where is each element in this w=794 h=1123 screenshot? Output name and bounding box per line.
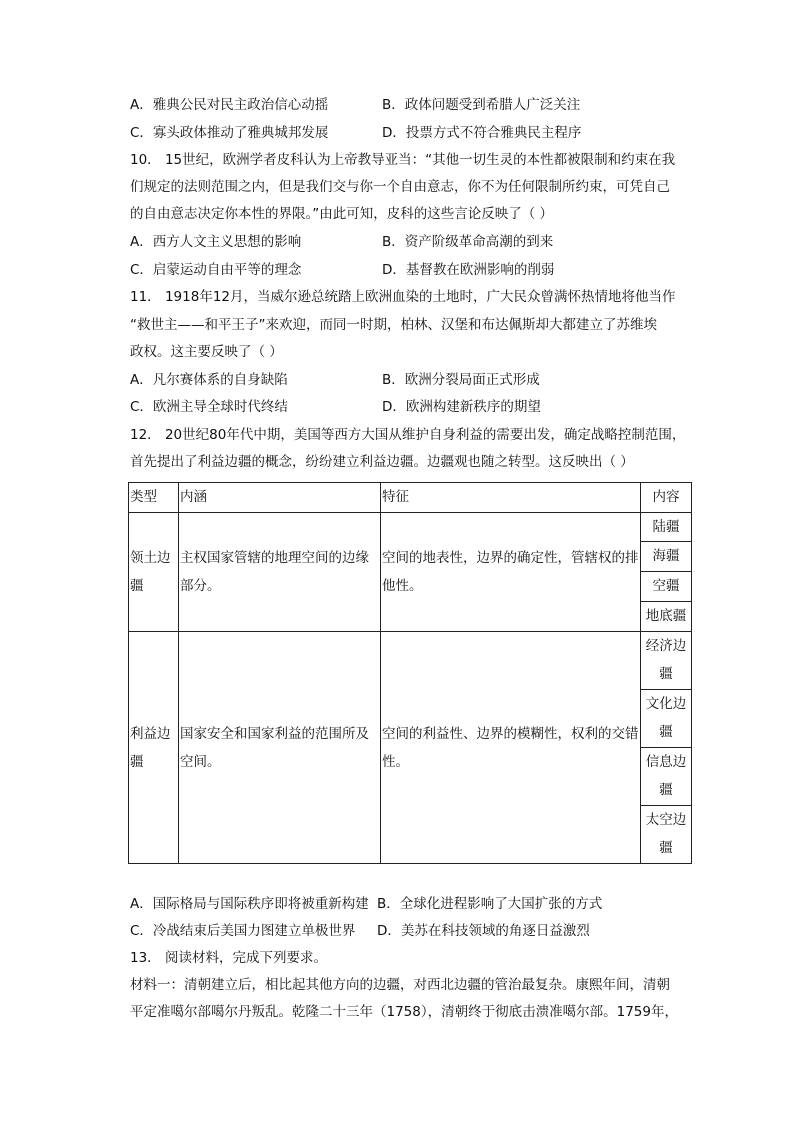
q12-stem-line-1: 12． 20世纪80年代中期，美国等西方大国从维护自身利益的需要出发，确定战略控制范围， — [130, 427, 686, 443]
cell-content-sea: 海疆 — [641, 542, 692, 572]
q11-stem-line-3: 政权。这主要反映了（ ） — [130, 344, 283, 360]
cell-content-underground: 地底疆 — [641, 602, 692, 632]
q10-option-a: A．西方人文主义思想的影响 — [130, 234, 302, 250]
q10-option-c: C．启蒙运动自由平等的理念 — [130, 262, 302, 278]
q9-option-a: A．雅典公民对民主政治信心动摇 — [130, 97, 329, 113]
q12-option-d: D．美苏在科技领域的角逐日益激烈 — [377, 923, 590, 939]
table-row — [129, 513, 692, 542]
cell-feature-interest: 空间的利益性、边界的模糊性，权利的交错性。 — [381, 632, 641, 864]
cell-content-economic: 经济边疆 — [641, 632, 692, 690]
cell-feature-territorial: 空间的地表性，边界的确定性，管辖权的排他性。 — [381, 513, 641, 632]
q11-option-b: B．欧洲分裂局面正式形成 — [382, 372, 540, 388]
q12-option-a: A．国际格局与国际秩序即将被重新构建 — [130, 896, 369, 912]
header-feature: 特征 — [381, 483, 641, 513]
cell-content-information: 信息边疆 — [641, 748, 692, 806]
q9-option-d: D．投票方式不符合雅典民主程序 — [382, 125, 582, 141]
q11-stem-line-2: “救世主——和平王子”来欢迎，而同一时期，柏林、汉堡和布达佩斯却大都建立了苏维埃 — [130, 317, 657, 333]
table-header-row — [129, 483, 692, 513]
cell-type-territorial: 领土边疆 — [129, 513, 179, 632]
header-meaning: 内涵 — [179, 483, 381, 513]
cell-content-space: 太空边疆 — [641, 806, 692, 864]
frontier-table — [128, 482, 692, 864]
cell-type-interest: 利益边疆 — [129, 632, 179, 864]
header-type: 类型 — [129, 483, 179, 513]
q13-material-line-2: 平定准噶尔部噶尔丹叛乱。乾隆二十三年（1758），清朝终于彻底击溃准噶尔部。1759年， — [130, 1004, 678, 1020]
cell-meaning-territorial: 主权国家管辖的地理空间的边缘部分。 — [179, 513, 381, 632]
q12-option-c: C．冷战结束后美国力图建立单极世界 — [130, 923, 356, 939]
q11-option-a: A．凡尔赛体系的自身缺陷 — [130, 372, 288, 388]
q11-stem-line-1: 11． 1918年12月，当威尔逊总统踏上欧洲血染的土地时，广大民众曾满怀热情地将他当作 — [130, 289, 676, 305]
cell-content-cultural: 文化边疆 — [641, 690, 692, 748]
q10-stem-line-2: 们规定的法则范围之内，但是我们交与你一个自由意志，你不为任何限制所约束，可凭自己 — [130, 179, 670, 195]
q12-stem-line-2: 首先提出了利益边疆的概念，纷纷建立利益边疆。边疆观也随之转型。这反映出（ ） — [130, 454, 634, 470]
q11-option-c: C．欧洲主导全球时代终结 — [130, 399, 288, 415]
q11-option-d: D．欧洲构建新秩序的期望 — [382, 399, 541, 415]
q10-stem-line-3: 的自由意志决定你本性的界限。”由此可知，皮科的这些言论反映了（ ） — [130, 206, 554, 222]
cell-content-land: 陆疆 — [641, 513, 692, 542]
q10-stem-line-1: 10． 15世纪，欧洲学者皮科认为上帝教导亚当：“其他一切生灵的本性都被限制和约束在我 — [130, 152, 676, 168]
q9-option-c: C．寡头政体推动了雅典城邦发展 — [130, 125, 329, 141]
cell-content-air: 空疆 — [641, 572, 692, 602]
q9-option-b: B．政体问题受到希腊人广泛关注 — [382, 97, 581, 113]
q13-material-line-1: 材料一：清朝建立后，相比起其他方向的边疆，对西北边疆的管治最复杂。康熙年间，清朝 — [130, 977, 670, 993]
q10-option-d: D．基督教在欧洲影响的削弱 — [382, 262, 555, 278]
q13-stem-line-1: 13． 阅读材料，完成下列要求。 — [130, 950, 327, 966]
table-row — [129, 632, 692, 690]
q10-option-b: B．资产阶级革命高潮的到来 — [382, 234, 554, 250]
q12-option-b: B．全球化进程影响了大国扩张的方式 — [377, 896, 603, 912]
cell-meaning-interest: 国家安全和国家利益的范围所及空间。 — [179, 632, 381, 864]
header-content: 内容 — [641, 483, 692, 513]
